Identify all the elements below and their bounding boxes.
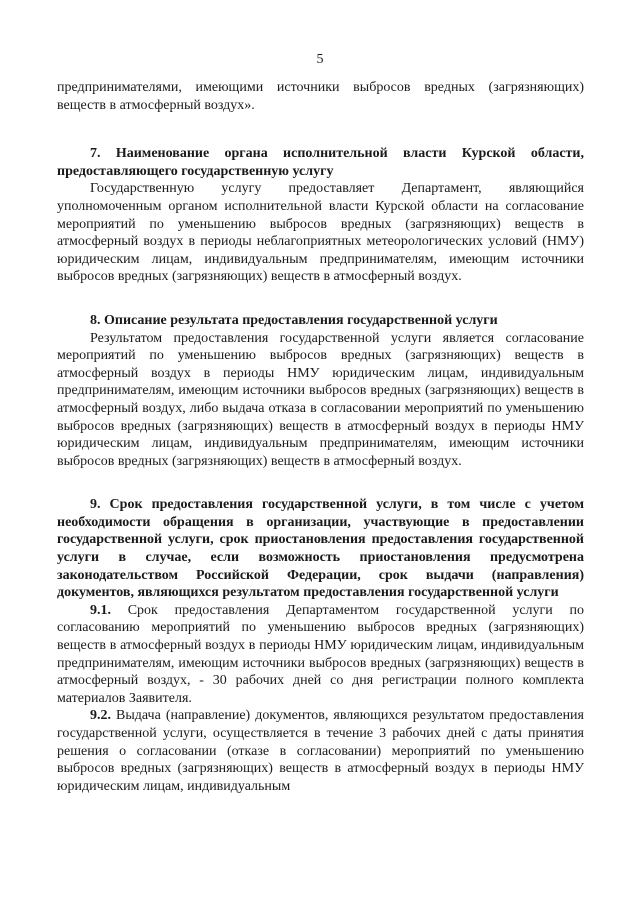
section-9-1-paragraph	[57, 602, 584, 708]
section-9-heading: 9. Срок предоставления государственной услуги, в том числе с учетом необходимости обращения в организации, участвующие в предоставлении государственной услуги, срок приостановления предоставления государственной услуги в случае, если возможность приостановления предусмотрена законодательством Российской Федерации, срок выдачи (направления) документов, являющихся результатом предоставления государственной услуги	[57, 497, 584, 601]
spacer	[57, 286, 584, 312]
section-7-heading: 7. Наименование органа исполнительной власти Курской области, предоставляющего государственную услугу	[57, 146, 584, 179]
section-8-heading: 8. Описание результата предоставления государственной услуги	[90, 312, 498, 328]
clause-text: Выдача (направление) документов, являющихся результатом предоставления государственной услуги, осуществляется в течение 3 рабочих дней с даты принятия решения о согласовании (отказе в согласовании) мероприятий по уменьшению выбросов вредных (загрязняющих) веществ в атмосферный воздух в периоды НМУ юридическим лицам, индивидуальным	[57, 708, 584, 794]
intro-paragraph: предпринимателями, имеющими источники выбросов вредных (загрязняющих) веществ в атмосферный воздух».	[57, 80, 584, 113]
section-9-2-paragraph	[57, 707, 584, 795]
page-number: 5	[316, 52, 324, 67]
spacer	[57, 470, 584, 496]
document-body	[57, 79, 584, 795]
section-8-paragraph: Результатом предоставления государственной услуги является согласование мероприятий по уменьшению выбросов вредных (загрязняющих) веществ в атмосферный воздух в периоды НМУ юридическим лицам, индивидуальным предпринимателям, имеющим источники выбросов вредных (загрязняющих) веществ в атмосферный воздух, либо выдача отказа в согласовании мероприятий по уменьшению выбросов вредных (загрязняющих) веществ в атмосферный воздух в периоды НМУ юридическим лицам, индивидуальным предпринимателям, имеющим источники выбросов вредных (загрязняющих) веществ в атмосферный воздух.	[57, 330, 584, 469]
section-7-paragraph: Государственную услугу предоставляет Департамент, являющийся уполномоченным органом исполнительной власти Курской области на согласование мероприятий по уменьшению выбросов вредных (загрязняющих) веществ в атмосферный воздух в периоды неблагоприятных метеорологических условий (НМУ) юридическим лицам, индивидуальным предпринимателям, имеющим источники выбросов вредных (загрязняющих) веществ в атмосферный воздух.	[57, 181, 584, 285]
spacer	[57, 114, 584, 145]
clause-text: Срок предоставления Департаментом государственной услуги по согласованию мероприятий по уменьшению выбросов вредных (загрязняющих) веществ в атмосферный воздух в периоды НМУ юридическим лицам, индивидуальным предпринимателям, имеющим источники выбросов вредных (загрязняющих) веществ в атмосферный воздух, - 30 рабочих дней со дня регистрации полного комплекта материалов Заявителя.	[57, 602, 584, 706]
clause-number: 9.2.	[90, 708, 111, 724]
clause-number: 9.1.	[90, 602, 111, 618]
